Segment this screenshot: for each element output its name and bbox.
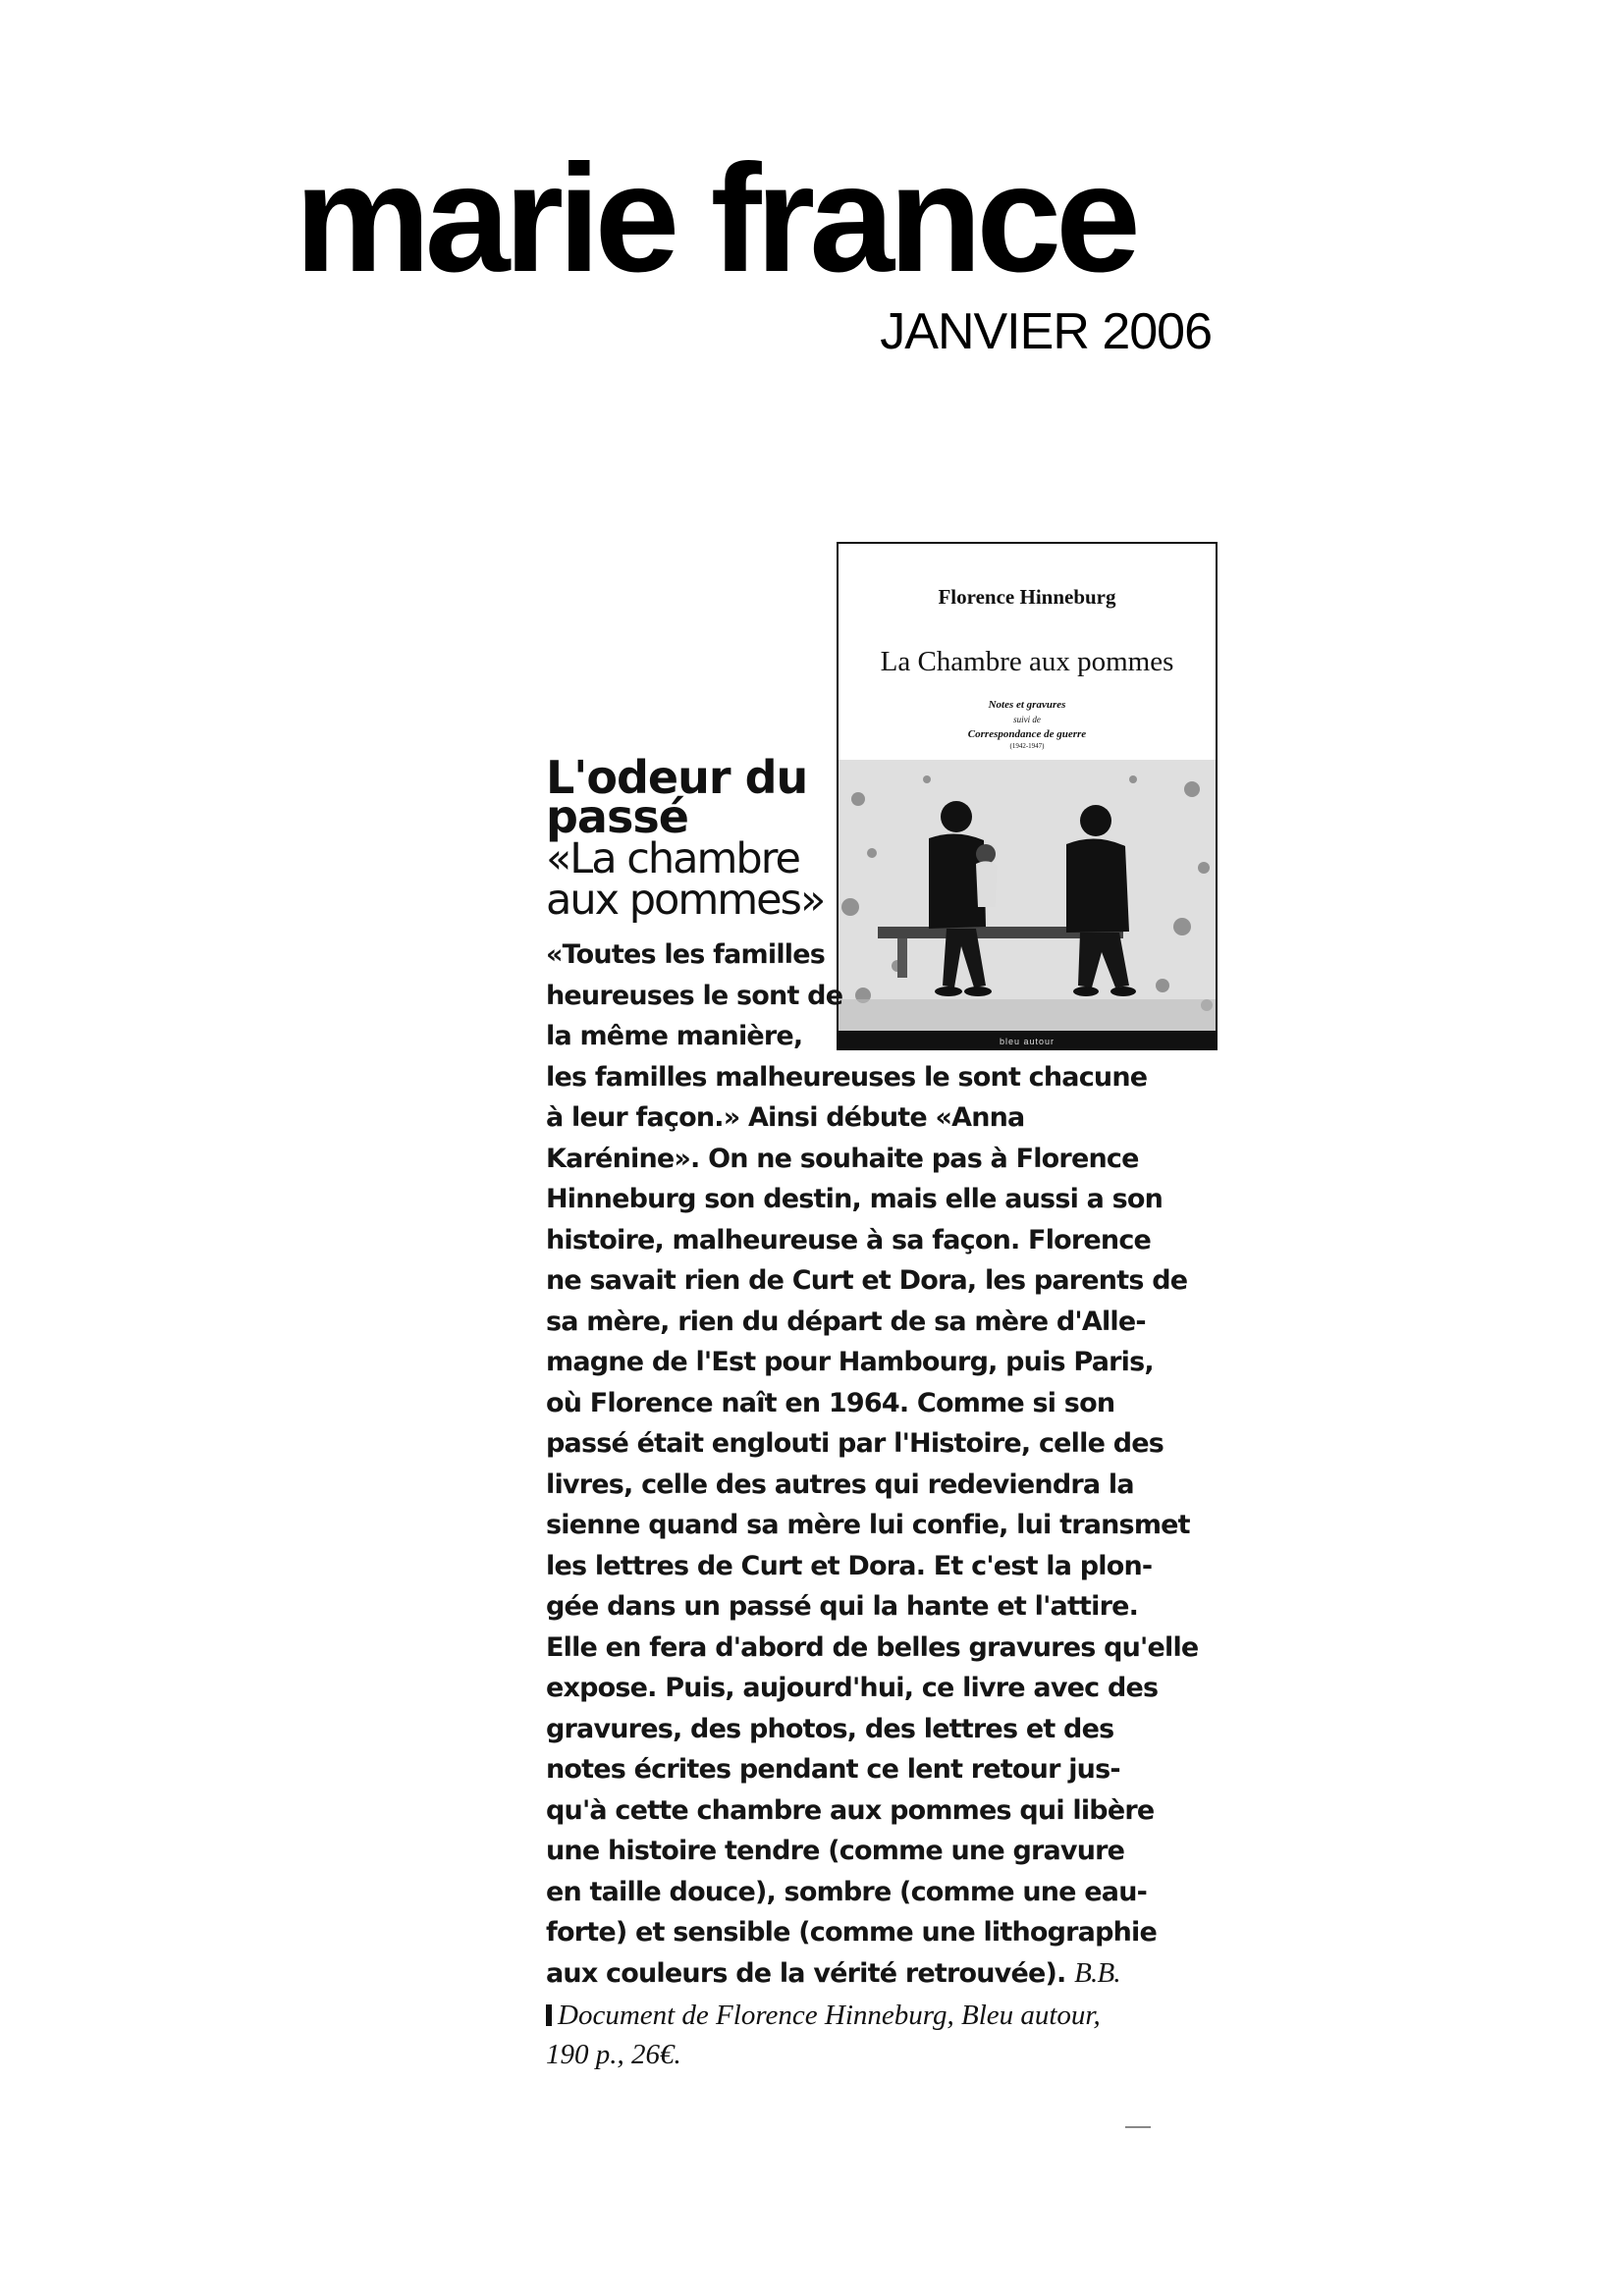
body-line-text: aux couleurs de la vérité retrouvée). bbox=[546, 1957, 1066, 1989]
body-line: la même manière, bbox=[546, 1021, 803, 1051]
body-line: sienne quand sa mère lui confie, lui transmet bbox=[546, 1510, 1190, 1540]
body-line: qu'à cette chambre aux pommes qui libère bbox=[546, 1794, 1155, 1826]
body-line: Karénine». On ne souhaite pas à Florence bbox=[546, 1143, 1139, 1174]
body-line: gée dans un passé qui la hante et l'attire. bbox=[546, 1591, 1139, 1622]
body-line: à leur façon.» Ainsi débute «Anna bbox=[546, 1102, 1025, 1133]
cover-publisher: bleu autour bbox=[999, 1037, 1056, 1046]
body-line: ne savait rien de Curt et Dora, les parents de bbox=[546, 1265, 1188, 1296]
article-header bbox=[546, 751, 840, 925]
cover-title: La Chambre aux pommes bbox=[880, 646, 1174, 677]
page-mark bbox=[1125, 2126, 1151, 2128]
body-line: Elle en fera d'abord de belles gravures qu'elle bbox=[546, 1631, 1199, 1663]
body-line: les familles malheureuses le sont chacune bbox=[546, 1061, 1148, 1093]
body-line: magne de l'Est pour Hambourg, puis Paris, bbox=[546, 1347, 1154, 1377]
body-line: une histoire tendre (comme une gravure bbox=[546, 1836, 1125, 1866]
credits-text-1: Document de Florence Hinneburg, Bleu autour, bbox=[558, 2000, 1101, 2031]
article-subhead: «La chambre aux pommes» bbox=[546, 834, 825, 925]
cover-subtitle-4: (1942-1947) bbox=[1009, 742, 1045, 750]
body-line: livres, celle des autres qui redeviendra la bbox=[546, 1468, 1134, 1500]
masthead bbox=[295, 133, 1218, 360]
article-headline: L'odeur du passé bbox=[546, 751, 808, 843]
cover-subtitle-3: Correspondance de guerre bbox=[967, 728, 1087, 740]
body-line: passé était englouti par l'Histoire, celle des bbox=[546, 1428, 1164, 1459]
body-line-last bbox=[546, 1953, 1174, 1995]
cover-author: Florence Hinneburg bbox=[938, 585, 1116, 609]
cover-subtitle-2: suivi de bbox=[1013, 715, 1041, 724]
author-signature: B.B. bbox=[1074, 1956, 1120, 1989]
issue-date: JANVIER 2006 bbox=[880, 303, 1212, 360]
bullet-bar-icon bbox=[546, 2004, 552, 2026]
body-line: notes écrites pendant ce lent retour jus- bbox=[546, 1754, 1120, 1785]
body-line: «Toutes les familles bbox=[546, 939, 826, 970]
credits-line-1 bbox=[546, 1996, 1155, 2035]
body-line: sa mère, rien du départ de sa mère d'Alle- bbox=[546, 1306, 1146, 1337]
body-line: gravures, des photos, des lettres et des bbox=[546, 1713, 1114, 1744]
body-line: expose. Puis, aujourd'hui, ce livre avec des bbox=[546, 1673, 1159, 1703]
body-line: heureuses le sont de bbox=[546, 980, 843, 1011]
credits-line-2: 190 p., 26€. bbox=[546, 2039, 681, 2070]
article-body bbox=[546, 934, 1199, 1994]
body-line: les lettres de Curt et Dora. Et c'est la plon- bbox=[546, 1550, 1153, 1581]
body-line: histoire, malheureuse à sa façon. Florence bbox=[546, 1224, 1152, 1255]
body-line: forte) et sensible (comme une lithographie bbox=[546, 1917, 1158, 1948]
book-credits bbox=[546, 1996, 1155, 2074]
cover-subtitle-1: Notes et gravures bbox=[988, 699, 1066, 711]
body-line: où Florence naît en 1964. Comme si son bbox=[546, 1387, 1115, 1418]
body-line: Hinneburg son destin, mais elle aussi a son bbox=[546, 1184, 1164, 1214]
body-line: en taille douce), sombre (comme une eau- bbox=[546, 1876, 1148, 1907]
magazine-title: marie france bbox=[295, 133, 1135, 304]
